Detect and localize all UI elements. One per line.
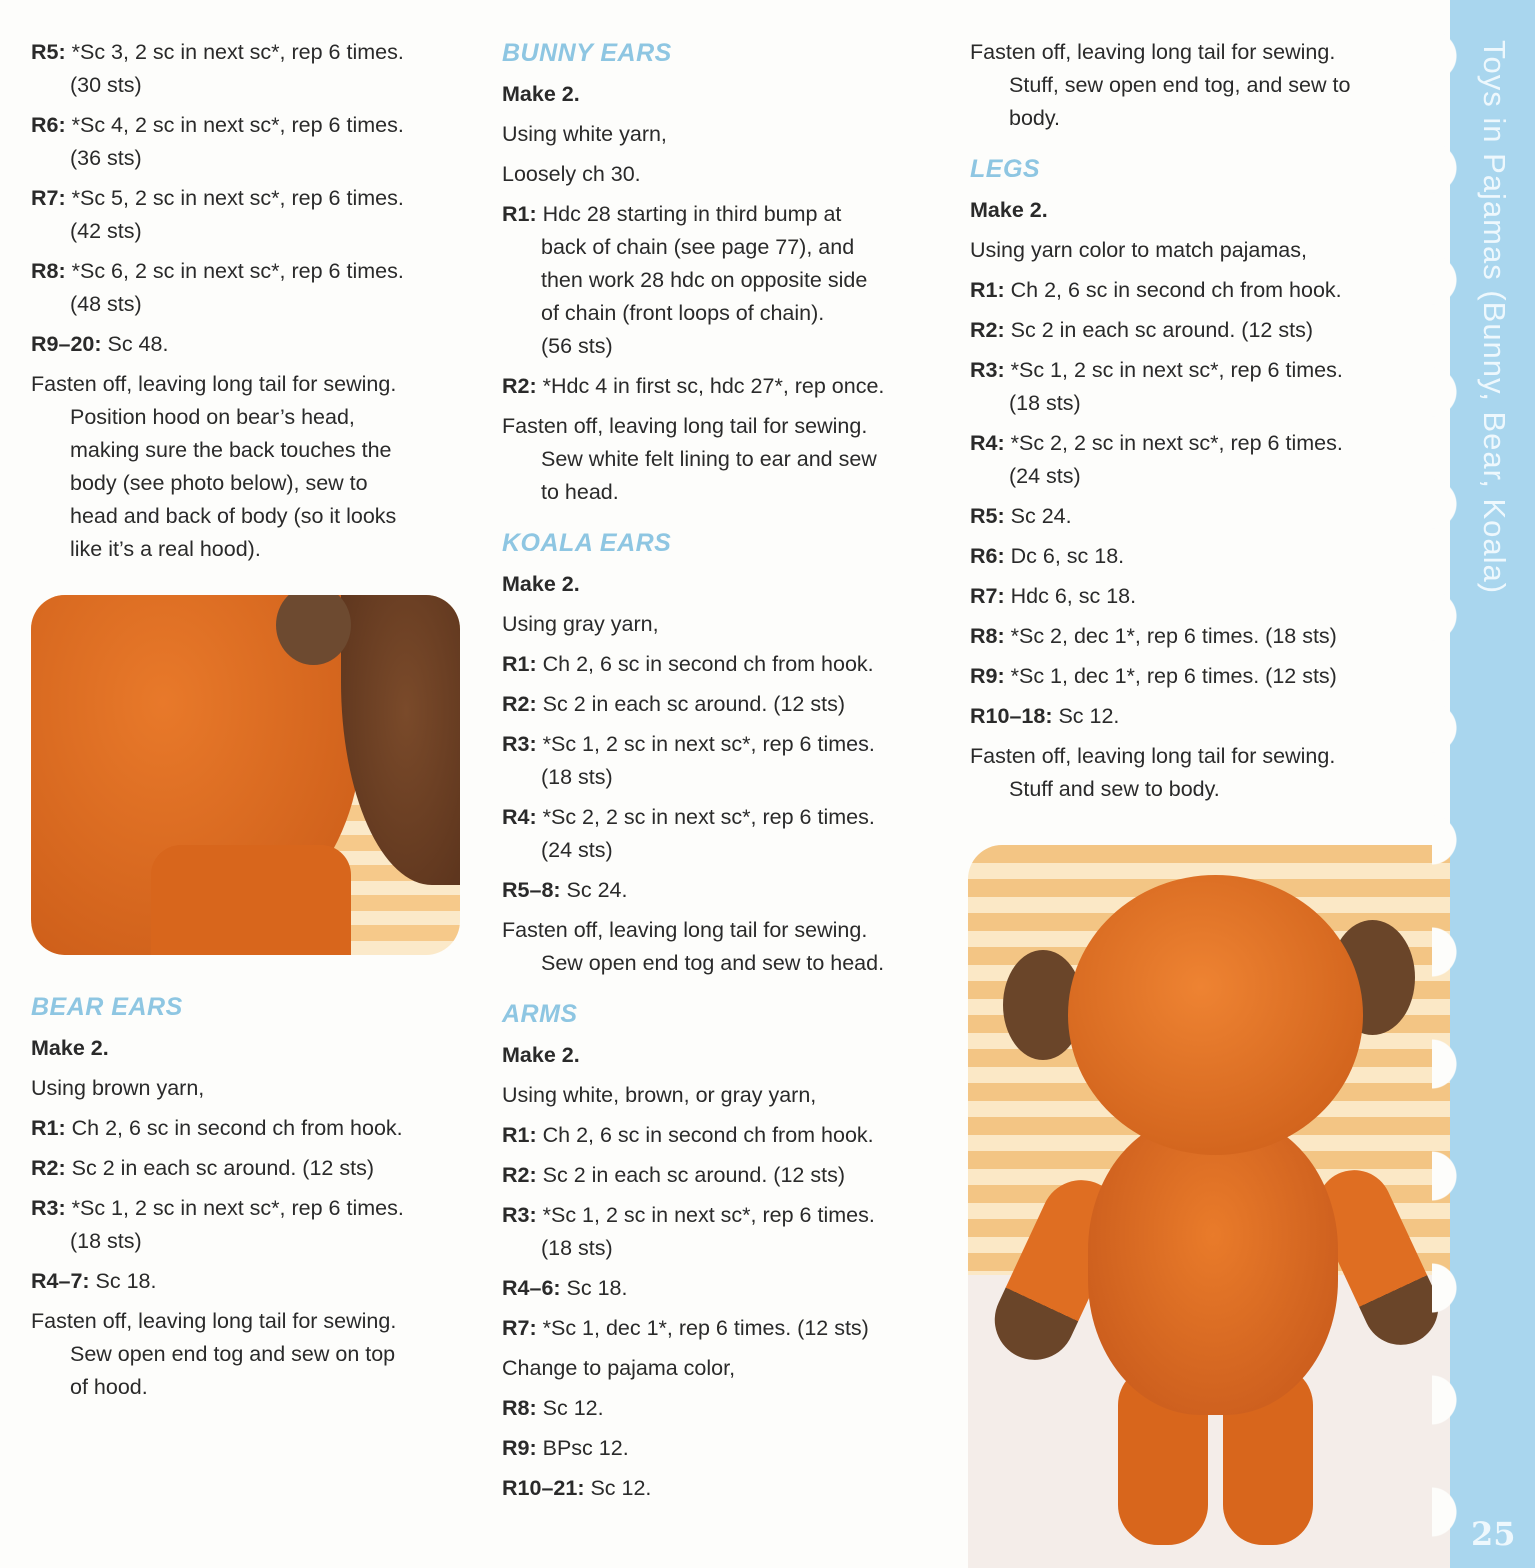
- instruction-line: [970, 704, 1119, 728]
- instruction-line: [502, 878, 628, 902]
- instruction-paragraph: [502, 118, 942, 151]
- instruction-paragraph: [31, 36, 461, 102]
- instruction-line: [31, 113, 404, 137]
- round-label: R10–21:: [502, 1476, 585, 1500]
- instruction-continuation: (30 sts): [70, 73, 142, 97]
- instruction-line: [31, 1076, 204, 1100]
- instruction-paragraph: [970, 660, 1410, 693]
- instruction-text: Fasten off, leaving long tail for sewing.: [31, 1309, 397, 1333]
- column-middle: [502, 36, 942, 1512]
- instruction-continuation: (18 sts): [541, 1236, 613, 1260]
- instruction-paragraph: [970, 36, 1410, 135]
- instruction-text: Sc 12.: [1052, 704, 1120, 728]
- instruction-line: [502, 122, 667, 146]
- instruction-paragraph: [502, 1199, 942, 1265]
- round-label: R6:: [31, 113, 66, 137]
- round-label: R3:: [31, 1196, 66, 1220]
- round-label: R4:: [502, 805, 537, 829]
- instruction-text: *Sc 1, 2 sc in next sc*, rep 6 times.: [65, 1196, 404, 1220]
- photo-head: [1068, 875, 1363, 1155]
- instruction-text: *Sc 2, dec 1*, rep 6 times. (18 sts): [1004, 624, 1337, 648]
- instruction-continuation: (36 sts): [70, 146, 142, 170]
- instruction-paragraph: [31, 1305, 461, 1404]
- instruction-paragraph: [502, 158, 942, 191]
- instruction-paragraph: [970, 427, 1410, 493]
- instruction-line: [502, 414, 867, 438]
- instruction-text: *Sc 4, 2 sc in next sc*, rep 6 times.: [65, 113, 404, 137]
- section-heading: BEAR EARS: [31, 993, 183, 1021]
- instruction-paragraph: [502, 1272, 942, 1305]
- photo-body: [1088, 1115, 1338, 1415]
- instruction-continuation: head and back of body (so it looks: [70, 504, 397, 528]
- instruction-continuation: back of chain (see page 77), and: [541, 235, 855, 259]
- round-label: R2:: [502, 374, 537, 398]
- instruction-line: [31, 40, 404, 64]
- round-label: R5:: [31, 40, 66, 64]
- instruction-line: [502, 1123, 874, 1147]
- instruction-continuation: to head.: [541, 480, 619, 504]
- instruction-paragraph: [502, 198, 942, 363]
- section-heading: LEGS: [970, 155, 1041, 183]
- instruction-text: Sc 24.: [560, 878, 628, 902]
- round-label: R2:: [502, 1163, 537, 1187]
- make-count: Make 2.: [502, 1043, 580, 1067]
- instruction-paragraph: [502, 648, 942, 681]
- instruction-continuation: Stuff, sew open end tog, and sew to: [1009, 73, 1351, 97]
- instruction-line: [970, 744, 1335, 768]
- round-label: R1:: [970, 278, 1005, 302]
- instruction-paragraph: [970, 700, 1410, 733]
- instruction-line: [502, 202, 841, 226]
- instruction-line: [970, 318, 1313, 342]
- instruction-line: [502, 374, 884, 398]
- round-label: R8:: [31, 259, 66, 283]
- round-label: R5–8:: [502, 878, 561, 902]
- section-heading: BUNNY EARS: [502, 39, 672, 67]
- instruction-continuation: (56 sts): [541, 334, 613, 358]
- instruction-paragraph: [502, 874, 942, 907]
- instruction-paragraph: [970, 354, 1410, 420]
- make-count: Make 2.: [970, 198, 1048, 222]
- instruction-paragraph: [502, 608, 942, 641]
- round-label: R3:: [502, 732, 537, 756]
- instruction-text: Sc 18.: [89, 1269, 157, 1293]
- photo-neck-shape: [151, 845, 351, 955]
- instruction-paragraph: [970, 740, 1410, 806]
- instruction-text: Sc 12.: [584, 1476, 652, 1500]
- instruction-continuation: (24 sts): [541, 838, 613, 862]
- instruction-line: [970, 431, 1343, 455]
- instruction-paragraph: [31, 182, 461, 248]
- instruction-line: [31, 1116, 403, 1140]
- round-label: R7:: [31, 186, 66, 210]
- instruction-text: Sc 2 in each sc around. (12 sts): [536, 692, 845, 716]
- round-label: R7:: [502, 1316, 537, 1340]
- round-label: R2:: [970, 318, 1005, 342]
- bear-ears-section: [31, 990, 461, 1404]
- instruction-paragraph: [970, 274, 1410, 307]
- instruction-line: [31, 332, 168, 356]
- instruction-paragraph: [502, 1472, 942, 1505]
- instruction-line: [970, 504, 1072, 528]
- instruction-continuation: Sew open end tog and sew to head.: [541, 951, 885, 975]
- instruction-line: [970, 40, 1335, 64]
- instruction-text: Sc 2 in each sc around. (12 sts): [65, 1156, 374, 1180]
- instruction-paragraph: [502, 1312, 942, 1345]
- round-label: R9:: [970, 664, 1005, 688]
- instruction-line: [502, 612, 659, 636]
- instruction-text: Sc 18.: [560, 1276, 628, 1300]
- instruction-paragraph: [502, 1159, 942, 1192]
- instruction-text: Change to pajama color,: [502, 1356, 736, 1380]
- instruction-text: Fasten off, leaving long tail for sewing.: [502, 918, 868, 942]
- instruction-text: Hdc 6, sc 18.: [1004, 584, 1137, 608]
- instruction-text: *Sc 2, 2 sc in next sc*, rep 6 times.: [1004, 431, 1343, 455]
- instruction-text: *Sc 1, dec 1*, rep 6 times. (12 sts): [536, 1316, 869, 1340]
- instruction-continuation: (48 sts): [70, 292, 142, 316]
- instruction-continuation: (18 sts): [70, 1229, 142, 1253]
- instruction-text: Ch 2, 6 sc in second ch from hook.: [536, 652, 874, 676]
- round-label: R5:: [970, 504, 1005, 528]
- instruction-line: [970, 664, 1337, 688]
- instruction-continuation: Sew white felt lining to ear and sew: [541, 447, 877, 471]
- instruction-paragraph: [502, 410, 942, 509]
- instruction-text: Fasten off, leaving long tail for sewing.: [970, 744, 1336, 768]
- make-count: Make 2.: [31, 1036, 109, 1060]
- instruction-paragraph: [31, 109, 461, 175]
- instruction-text: Using white yarn,: [502, 122, 667, 146]
- instruction-text: Sc 24.: [1004, 504, 1072, 528]
- instruction-line: [502, 1476, 651, 1500]
- instruction-text: *Sc 6, 2 sc in next sc*, rep 6 times.: [65, 259, 404, 283]
- instruction-paragraph: [502, 914, 942, 980]
- instruction-text: *Sc 1, 2 sc in next sc*, rep 6 times.: [536, 732, 875, 756]
- instruction-text: *Sc 5, 2 sc in next sc*, rep 6 times.: [65, 186, 404, 210]
- instruction-line: [970, 544, 1124, 568]
- column-left: [31, 36, 461, 1411]
- chapter-title: Toys in Pajamas (Bunny, Bear, Koala): [1477, 40, 1512, 595]
- instruction-line: [502, 1083, 816, 1107]
- instruction-continuation: (18 sts): [541, 765, 613, 789]
- instruction-continuation: Sew open end tog and sew on top: [70, 1342, 396, 1366]
- instruction-line: [502, 652, 874, 676]
- round-label: R9:: [502, 1436, 537, 1460]
- instruction-continuation: of chain (front loops of chain).: [541, 301, 825, 325]
- section-heading: ARMS: [502, 1000, 578, 1028]
- instruction-text: BPsc 12.: [536, 1436, 629, 1460]
- photo-head-shape: [341, 595, 460, 885]
- instruction-text: Sc 48.: [101, 332, 169, 356]
- instruction-paragraph: [502, 1079, 942, 1112]
- instruction-text: Sc 2 in each sc around. (12 sts): [1004, 318, 1313, 342]
- instruction-text: Using gray yarn,: [502, 612, 659, 636]
- instruction-text: Hdc 28 starting in third bump at: [536, 202, 842, 226]
- round-label: R6:: [970, 544, 1005, 568]
- instruction-line: [502, 732, 875, 756]
- instruction-text: Sc 12.: [536, 1396, 604, 1420]
- round-label: R8:: [970, 624, 1005, 648]
- instruction-paragraph: [31, 368, 461, 566]
- instruction-line: [970, 358, 1343, 382]
- instruction-text: Ch 2, 6 sc in second ch from hook.: [65, 1116, 403, 1140]
- round-label: R3:: [970, 358, 1005, 382]
- instruction-paragraph: [502, 1392, 942, 1425]
- instruction-text: *Sc 3, 2 sc in next sc*, rep 6 times.: [65, 40, 404, 64]
- instruction-continuation: Position hood on bear’s head,: [70, 405, 355, 429]
- instruction-line: [31, 1196, 404, 1220]
- instruction-paragraph: [502, 1352, 942, 1385]
- instruction-text: Dc 6, sc 18.: [1004, 544, 1125, 568]
- scallop-edge: [1432, 0, 1462, 1568]
- round-label: R1:: [31, 1116, 66, 1140]
- instruction-text: Ch 2, 6 sc in second ch from hook.: [1004, 278, 1342, 302]
- instruction-paragraph: [31, 1265, 461, 1298]
- round-label: R9–20:: [31, 332, 102, 356]
- round-label: R10–18:: [970, 704, 1053, 728]
- instruction-line: [502, 1203, 875, 1227]
- make-count: Make 2.: [502, 82, 580, 106]
- instruction-line: [502, 692, 845, 716]
- instruction-text: *Sc 1, 2 sc in next sc*, rep 6 times.: [1004, 358, 1343, 382]
- instruction-paragraph: [31, 1112, 461, 1145]
- instruction-continuation: body.: [1009, 106, 1060, 130]
- instruction-line: [970, 278, 1342, 302]
- instruction-continuation: (42 sts): [70, 219, 142, 243]
- instruction-paragraph: [970, 580, 1410, 613]
- instruction-text: *Sc 2, 2 sc in next sc*, rep 6 times.: [536, 805, 875, 829]
- instruction-continuation: Stuff and sew to body.: [1009, 777, 1220, 801]
- instruction-text: Using white, brown, or gray yarn,: [502, 1083, 817, 1107]
- instruction-text: Using brown yarn,: [31, 1076, 205, 1100]
- instruction-paragraph: [31, 1152, 461, 1185]
- instruction-text: *Sc 1, 2 sc in next sc*, rep 6 times.: [536, 1203, 875, 1227]
- instruction-continuation: of hood.: [70, 1375, 148, 1399]
- instruction-line: [970, 238, 1307, 262]
- instruction-line: [502, 1356, 735, 1380]
- instruction-text: Loosely ch 30.: [502, 162, 641, 186]
- round-label: R3:: [502, 1203, 537, 1227]
- instruction-continuation: then work 28 hdc on opposite side: [541, 268, 868, 292]
- photo-bear-back: [968, 845, 1450, 1568]
- instruction-paragraph: [970, 234, 1410, 267]
- instruction-line: [502, 805, 875, 829]
- instruction-paragraph: [970, 540, 1410, 573]
- instruction-line: [31, 1156, 374, 1180]
- instruction-paragraph: [31, 328, 461, 361]
- instruction-continuation: like it’s a real hood).: [70, 537, 261, 561]
- column-right: [970, 36, 1410, 813]
- instruction-paragraph: [31, 255, 461, 321]
- instruction-text: Sc 2 in each sc around. (12 sts): [536, 1163, 845, 1187]
- instruction-line: [31, 1309, 396, 1333]
- instruction-line: [970, 584, 1136, 608]
- instruction-paragraph: [970, 620, 1410, 653]
- round-label: R8:: [502, 1396, 537, 1420]
- section-heading: KOALA EARS: [502, 529, 672, 557]
- instruction-text: Fasten off, leaving long tail for sewing.: [970, 40, 1336, 64]
- instruction-text: Fasten off, leaving long tail for sewing.: [502, 414, 868, 438]
- instruction-line: [502, 918, 867, 942]
- instruction-continuation: body (see photo below), sew to: [70, 471, 368, 495]
- round-label: R2:: [502, 692, 537, 716]
- instruction-text: Ch 2, 6 sc in second ch from hook.: [536, 1123, 874, 1147]
- photo-bear-hood: [31, 595, 460, 955]
- make-count: Make 2.: [502, 572, 580, 596]
- instruction-text: Using yarn color to match pajamas,: [970, 238, 1307, 262]
- instruction-line: [502, 1316, 869, 1340]
- round-label: R4–7:: [31, 1269, 90, 1293]
- instruction-paragraph: [502, 370, 942, 403]
- round-label: R1:: [502, 202, 537, 226]
- instruction-line: [502, 162, 641, 186]
- round-label: R2:: [31, 1156, 66, 1180]
- instruction-continuation: making sure the back touches the: [70, 438, 392, 462]
- page-number: 25: [1471, 1515, 1516, 1553]
- round-label: R1:: [502, 652, 537, 676]
- round-label: R7:: [970, 584, 1005, 608]
- instruction-paragraph: [502, 1432, 942, 1465]
- instruction-paragraph: [502, 1119, 942, 1152]
- hood-instructions: [31, 36, 461, 566]
- instruction-paragraph: [502, 728, 942, 794]
- instruction-line: [502, 1396, 604, 1420]
- instruction-line: [31, 372, 396, 396]
- instruction-paragraph: [970, 500, 1410, 533]
- instruction-text: Fasten off, leaving long tail for sewing.: [31, 372, 397, 396]
- instruction-text: *Sc 1, dec 1*, rep 6 times. (12 sts): [1004, 664, 1337, 688]
- instruction-paragraph: [970, 314, 1410, 347]
- instruction-line: [31, 186, 404, 210]
- instruction-text: *Hdc 4 in first sc, hdc 27*, rep once.: [536, 374, 885, 398]
- instruction-paragraph: [31, 1072, 461, 1105]
- instruction-line: [31, 1269, 157, 1293]
- instruction-paragraph: [31, 1192, 461, 1258]
- instruction-line: [502, 1436, 629, 1460]
- instruction-continuation: (24 sts): [1009, 464, 1081, 488]
- instruction-line: [502, 1276, 628, 1300]
- instruction-paragraph: [502, 801, 942, 867]
- instruction-line: [31, 259, 404, 283]
- round-label: R1:: [502, 1123, 537, 1147]
- instruction-line: [970, 624, 1337, 648]
- round-label: R4–6:: [502, 1276, 561, 1300]
- instruction-line: [502, 1163, 845, 1187]
- round-label: R4:: [970, 431, 1005, 455]
- instruction-continuation: (18 sts): [1009, 391, 1081, 415]
- instruction-paragraph: [502, 688, 942, 721]
